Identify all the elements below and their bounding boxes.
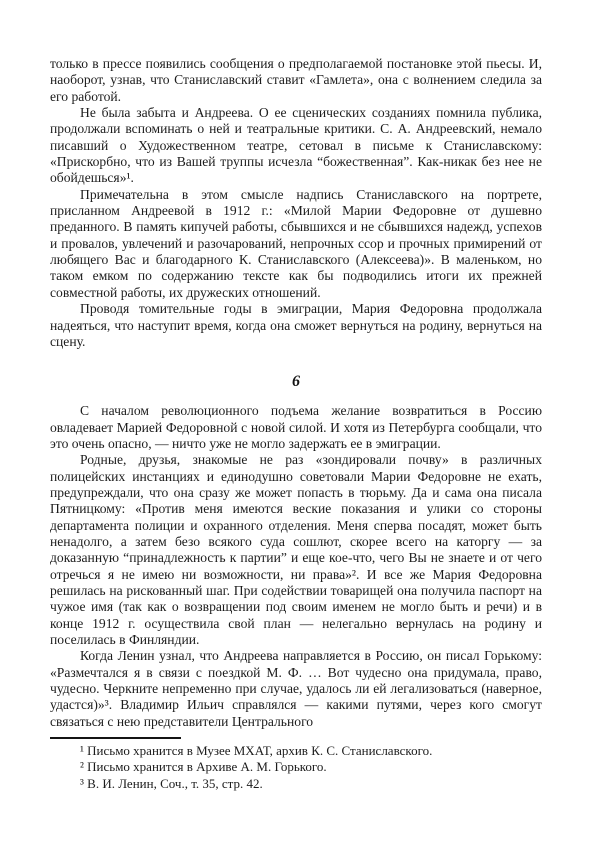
- footnote-separator-rule: [50, 737, 181, 739]
- paragraph: Примечательна в этом смысле надпись Станиславского на портрете, присланном Андреевой в 1912 г.: «Милой Марии Федоровне от душевно преданного. В память кипучей работы, сбывшихся и не сбывшихся надежд, успехов и провалов, увлечений и разочарований, непрочных ссор и прочных примирений от любящего Вас и благодарного К. Станиславского (Алексеева)». В маленьком, но таком емком по содержанию тексте как бы подводились итоги их прежней совместной работы, их дружеских отношений.: [50, 186, 542, 300]
- footnote: ¹ Письмо хранится в Музее МХАТ, архив К. С. Станиславского.: [80, 743, 433, 758]
- footnote: ² Письмо хранится в Архиве А. М. Горького.: [80, 759, 327, 775]
- paragraph: Когда Ленин узнал, что Андреева направляется в Россию, он писал Горькому: «Размечтался я в связи с поездкой М. Ф. … Вот чудесно она придумала, право, чудесно. Черкните непременно при случае, удалось ли ей легализоваться (наверное, удастся)»³. Владимир Ильич справлялся — какими путями, через кого смогут связаться с нею представители Центрального: [50, 648, 542, 729]
- section-number: 6: [292, 373, 300, 391]
- paragraph: Проводя томительные годы в эмиграции, Мария Федоровна продолжала надеяться, что наступит время, когда она сможет вернуться на родину, вернуться на сцену.: [50, 301, 542, 349]
- paragraph: только в прессе появились сообщения о предполагаемой постановке этой пьесы. И, наоборот, узнав, что Станиславский ставит «Гамлета», она с волнением следила за его работой.: [50, 56, 542, 104]
- body-text: [50, 56, 542, 730]
- footnote: ³ В. И. Ленин, Соч., т. 35, стр. 42.: [80, 775, 263, 791]
- footnotes-section: [50, 737, 542, 792]
- paragraph: С началом революционного подъема желание возвратиться в Россию овладевает Марией Федоровной с новой силой. И хотя из Петербурга сообщали, что это очень опасно, — ничто уже не могло задержать ее в эмиграции.: [50, 403, 542, 451]
- paragraph: Не была забыта и Андреева. О ее сценических созданиях помнила публика, продолжали вспоминать о ней и театральные критики. С. А. Андреевский, немало писавший о Художественном театре, сетовал в письме к Станиславскому: «Прискорбно, что из Вашей труппы исчезла “божественная”. Как-никак без нее не обойдешься»¹.: [50, 105, 542, 186]
- paragraph: Родные, друзья, знакомые не раз «зондировали почву» в различных полицейских инстанциях и единодушно советовали Марии Федоровне не ехать, предупреждали, что она сразу же может попасть в тюрьму. Да и сама она писала Пятницкому: «Против меня имеются веские показания и улики со стороны департамента полиции и охранного отделения. Меня сперва посадят, может быть ненадолго, а затем безо всякого суда сошлют, скорее всего на каторгу — за доказанную “принадлежность к партии” и еще кое-что, чего Вы не знаете и от чего отречься я не имею ни возможности, ни права»². И все же Мария Федоровна решилась на рискованный шаг. При содействии товарищей она получила паспорт на чужое имя (так как о возвращении под своим именем не могло быть и речи) и в конце 1912 г. осуществила свой план — нелегально вернулась на родину и поселилась в Финляндии.: [50, 452, 542, 647]
